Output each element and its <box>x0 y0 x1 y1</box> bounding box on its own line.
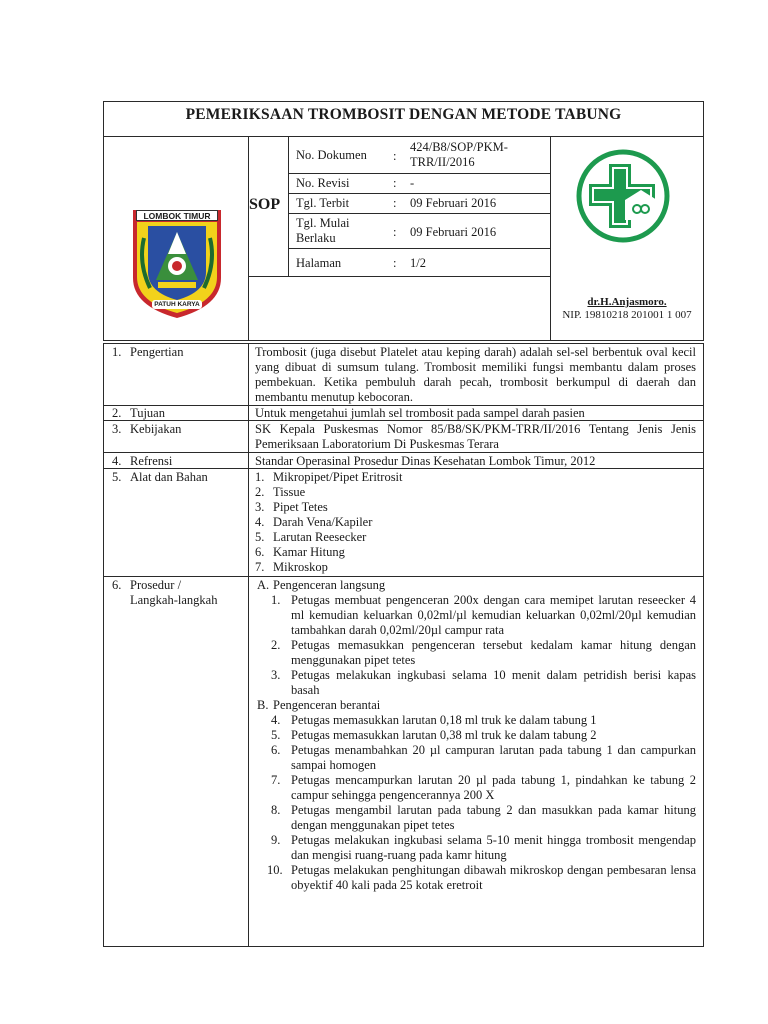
puskesmas-logo <box>575 148 671 244</box>
subsection-heading: B. Pengenceran berantai <box>257 698 381 712</box>
effective-date-value: 09 Februari 2016 <box>410 225 497 239</box>
section-4-number: 4. <box>112 454 122 468</box>
refrensi-text: Standar Operasinal Prosedur Dinas Kesehatan Lombok Timur, 2012 <box>255 454 596 468</box>
effective-date-sep: : <box>393 225 397 239</box>
section-5-number: 5. <box>112 470 122 484</box>
signatory-nip: NIP. 19810218 201001 1 007 <box>562 309 692 321</box>
doc-number-sep: : <box>393 149 397 163</box>
page-sep: : <box>393 256 397 270</box>
section-1-number: 1. <box>112 345 122 359</box>
doc-number-value: 424/B8/SOP/PKM-TRR/II/2016 <box>410 140 508 169</box>
subsection-heading: A. Pengenceran langsung <box>257 578 386 592</box>
list-item: 2. Petugas memasukkan pengenceran tersebut kedalam kamar hitung dengan menggunakan pipet tetes <box>271 638 696 667</box>
section-2-label: Tujuan <box>130 406 165 420</box>
list-item: 6. Petugas menambahkan 20 µl campuran larutan pada tabung 1 dan campurkan sampai homogen <box>271 743 696 772</box>
list-item: 5. Petugas memasukkan larutan 0,38 ml truk ke dalam tabung 2 <box>271 728 597 742</box>
section-4-label: Refrensi <box>130 454 173 468</box>
kebijakan-text: SK Kepala Puskesmas Nomor 85/B8/SK/PKM-TRR/II/2016 Tentang Jenis Jenis Pemeriksaan Laboratorium Di Puskesmas Terara <box>255 422 696 451</box>
list-item: 10. Petugas melakukan penghitungan dibawah mikroskop dengan pembesaran lensa obyektif 40 kali pada 25 kotak eretroit <box>267 863 696 892</box>
alat-list <box>255 470 696 575</box>
section-6-number: 6. <box>112 578 122 592</box>
logo-motto: PATUH KARYA <box>152 300 202 309</box>
prosedur-steps <box>255 578 696 893</box>
section-5-label: Alat dan Bahan <box>130 470 208 484</box>
list-item: 7. Petugas mencampurkan larutan 20 µl pada tabung 1, pindahkan ke tabung 2 campur sehingga pengencerannya 200 X <box>271 773 696 802</box>
effective-date-label: Tgl. Mulai Berlaku <box>296 216 350 245</box>
list-item: 8. Petugas mengambil larutan pada tabung 2 dan masukkan pada kamar hitung dengan menggunakan pipet tetes <box>271 803 696 832</box>
list-item: 5. Larutan Reesecker <box>255 530 367 544</box>
sop-label: SOP <box>249 196 281 213</box>
logo-banner: LOMBOK TIMUR <box>136 210 218 221</box>
list-item: 3. Pipet Tetes <box>255 500 328 514</box>
puskesmas-cross-icon <box>575 148 671 244</box>
pengertian-text: Trombosit (juga disebut Platelet atau keping darah) adalah sel-sel berbentuk oval kecil yang dibuat di sumsum tulang. Trombosit memiliki fungsi membantu dalam proses pembekuan. Ketika pembuluh darah pecah, trombosit berkumpul di daerah dan membantu menutup kebocoran. <box>255 345 696 404</box>
section-3-label: Kebijakan <box>130 422 182 436</box>
page-label: Halaman <box>296 256 342 270</box>
list-item: 6. Kamar Hitung <box>255 545 345 559</box>
revision-label: No. Revisi <box>296 176 350 190</box>
page-value: 1/2 <box>410 256 426 270</box>
section-2-number: 2. <box>112 406 122 420</box>
issue-date-sep: : <box>393 196 397 210</box>
issue-date-label: Tgl. Terbit <box>296 196 350 210</box>
section-6-label-line2: Langkah-langkah <box>130 593 218 607</box>
section-3-number: 3. <box>112 422 122 436</box>
list-item: 4. Darah Vena/Kapiler <box>255 515 373 529</box>
list-item: 3. Petugas melakukan ingkubasi selama 10 menit dalam petridish berisi kapas basah <box>271 668 696 697</box>
section-6-label-line1: Prosedur / <box>130 578 182 592</box>
signatory-name: dr.H.Anjasmoro. <box>587 296 667 308</box>
list-item: 9. Petugas melakukan ingkubasi selama 5-10 menit hingga trombosit mengendap dan mengisi ruang-ruang pada kamr hitung <box>271 833 696 862</box>
doc-number-label: No. Dokumen <box>296 148 367 162</box>
issue-date-value: 09 Februari 2016 <box>410 196 497 210</box>
list-item: 1. Petugas membuat pengenceran 200x dengan cara memipet larutan reseecker 4 ml kemudian keluarkan 0,02ml/µl kemudian keluarkan 0,02ml/20µl kemudian tambahkan darah 0,02ml/20µl campur rata <box>271 593 696 637</box>
document-title: PEMERIKSAAN TROMBOSIT DENGAN METODE TABUNG <box>185 106 622 123</box>
list-item: 1. Mikropipet/Pipet Eritrosit <box>255 470 403 484</box>
lombok-timur-logo <box>128 208 226 320</box>
revision-value: - <box>410 176 415 190</box>
list-item: 2. Tissue <box>255 485 306 499</box>
tujuan-text: Untuk mengetahui jumlah sel trombosit pada sampel darah pasien <box>255 406 585 420</box>
revision-sep: : <box>393 176 397 190</box>
list-item: 7. Mikroskop <box>255 560 328 574</box>
section-1-label: Pengertian <box>130 345 184 359</box>
list-item: 4. Petugas memasukkan larutan 0,18 ml truk ke dalam tabung 1 <box>271 713 597 727</box>
